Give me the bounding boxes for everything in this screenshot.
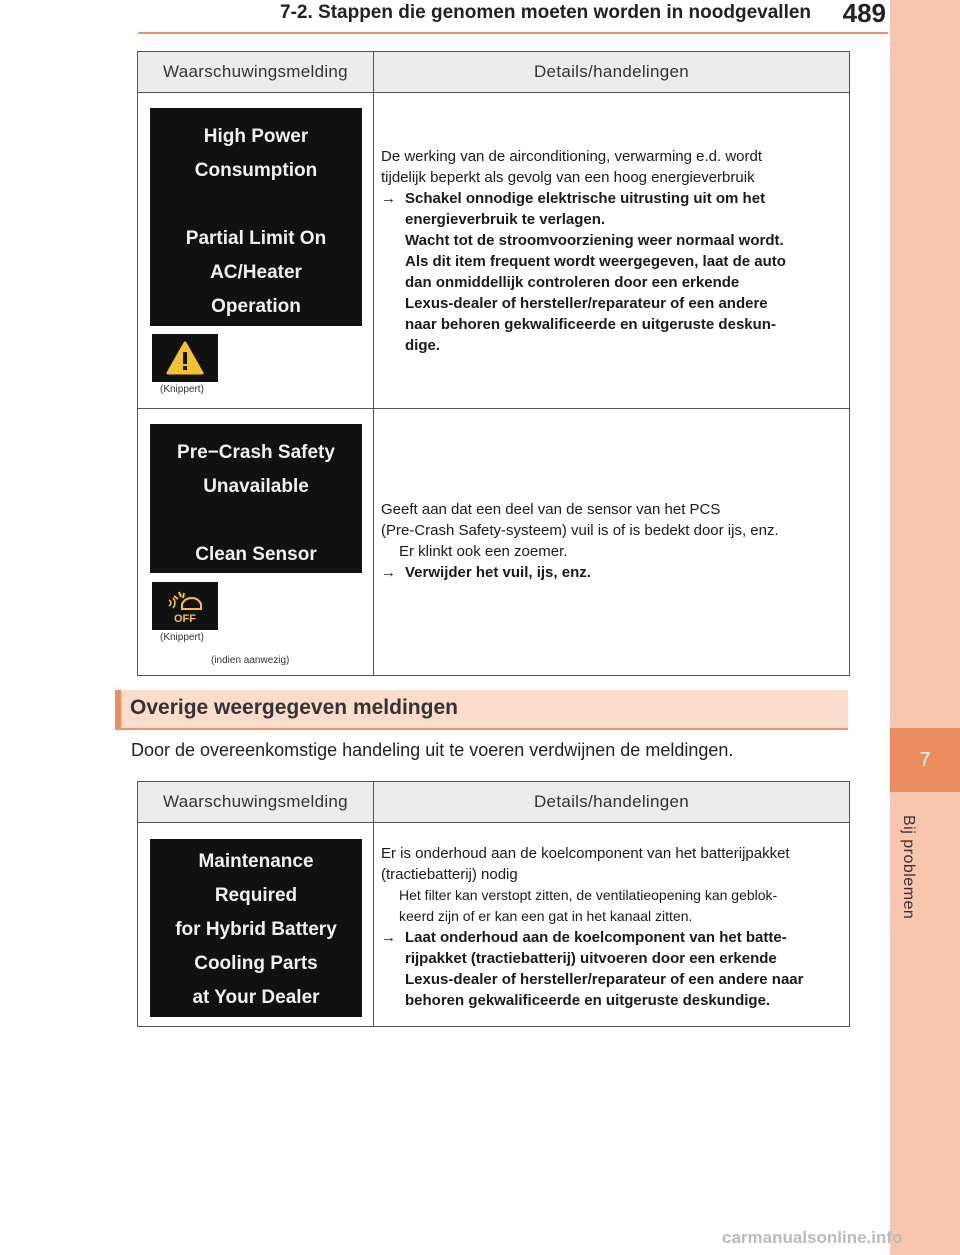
action-line: Wacht tot de stroomvoorziening weer normaal wordt. bbox=[405, 232, 784, 249]
message-image-cell bbox=[138, 409, 374, 676]
arrow-icon: → bbox=[381, 190, 396, 207]
action-line: dan onmiddellijk controleren door een erkende bbox=[405, 274, 740, 291]
detail-line: De werking van de airconditioning, verwarming e.d. wordt bbox=[381, 148, 763, 165]
screen-line: AC/Heater bbox=[210, 262, 302, 283]
action-line: energieverbruik te verlagen. bbox=[405, 211, 606, 228]
detail-line: keerd zijn of er kan een gat in het kanaal zitten. bbox=[399, 908, 693, 924]
pcs-off-label: OFF bbox=[174, 612, 196, 625]
detail-line: Het filter kan verstopt zitten, de ventilatieopening kan geblok- bbox=[399, 887, 778, 903]
screen-line bbox=[150, 504, 362, 538]
details-cell bbox=[374, 409, 850, 676]
action-line: → Laat onderhoud aan de koelcomponent van het batte- bbox=[381, 929, 787, 946]
action-line: Als dit item frequent wordt weergegeven, laat de auto bbox=[405, 253, 786, 270]
column-header-message: Waarschuwingsmelding bbox=[138, 782, 374, 823]
detail-line: Er is onderhoud aan de koelcomponent van het batterijpakket bbox=[381, 845, 790, 862]
details-cell bbox=[374, 823, 850, 1027]
warning-table-1 bbox=[137, 51, 850, 676]
action-line: → Schakel onnodige elektrische uitrusting uit om het bbox=[381, 190, 766, 207]
table-row bbox=[138, 823, 850, 1027]
action-line: Lexus-dealer of hersteller/reparateur of een andere bbox=[405, 295, 768, 312]
blink-note: (Knippert) bbox=[160, 384, 204, 395]
section-accent-bar bbox=[115, 690, 121, 728]
action-line: rijpakket (tractiebatterij) uitvoeren door een erkende bbox=[405, 950, 777, 967]
action-line: behoren gekwalificeerde en uitgeruste deskundige. bbox=[405, 992, 771, 1009]
screen-line: Maintenance bbox=[198, 851, 314, 872]
arrow-icon: → bbox=[381, 564, 396, 581]
action-line: dige. bbox=[405, 337, 441, 354]
display-screen bbox=[150, 424, 362, 573]
screen-line: for Hybrid Battery bbox=[175, 919, 337, 940]
availability-note: (indien aanwezig) bbox=[211, 655, 290, 666]
warning-table-2 bbox=[137, 781, 850, 1027]
screen-line: Unavailable bbox=[203, 476, 309, 497]
screen-line: Operation bbox=[211, 296, 301, 317]
details-cell bbox=[374, 93, 850, 409]
screen-line: High Power bbox=[203, 126, 309, 147]
header-title: 7-2. Stappen die genomen moeten worden in noodgevallen bbox=[280, 2, 812, 23]
page-number: 489 bbox=[842, 0, 886, 28]
screen-line: Clean Sensor bbox=[195, 544, 317, 565]
message-image-cell bbox=[138, 823, 374, 1027]
action-line: Lexus-dealer of hersteller/reparateur of een andere naar bbox=[405, 971, 804, 988]
chapter-side-tab bbox=[890, 0, 960, 1255]
detail-line: Geeft aan dat een deel van de sensor van het PCS bbox=[381, 501, 721, 518]
display-screen bbox=[150, 108, 362, 326]
detail-line: (Pre-Crash Safety-systeem) vuil is of is bedekt door ijs, enz. bbox=[381, 522, 779, 539]
detail-line: (tractiebatterij) nodig bbox=[381, 866, 518, 883]
action-line: naar behoren gekwalificeerde en uitgeruste deskun- bbox=[405, 316, 776, 333]
screen-line bbox=[150, 188, 362, 222]
column-header-message: Waarschuwingsmelding bbox=[138, 52, 374, 93]
chapter-label: Bij problemen bbox=[900, 815, 917, 920]
screen-line: Cooling Parts bbox=[194, 953, 318, 974]
section-heading bbox=[115, 690, 848, 730]
detail-line: tijdelijk beperkt als gevolg van een hoog energieverbruik bbox=[381, 169, 755, 186]
column-header-details: Details/handelingen bbox=[374, 52, 850, 93]
warning-triangle-icon bbox=[152, 334, 218, 382]
section-title: Overige weergegeven meldingen bbox=[130, 696, 458, 719]
pcs-off-icon bbox=[152, 582, 218, 630]
screen-line: Partial Limit On bbox=[185, 228, 327, 249]
watermark: carmanualsonline.info bbox=[722, 1228, 903, 1247]
header-rule bbox=[138, 32, 888, 34]
arrow-icon: → bbox=[381, 929, 396, 946]
table-row bbox=[138, 93, 850, 409]
table-row bbox=[138, 409, 850, 676]
screen-line: Consumption bbox=[194, 160, 318, 181]
action-line: → Verwijder het vuil, ijs, enz. bbox=[381, 564, 591, 581]
screen-line: Pre−Crash Safety bbox=[177, 442, 335, 463]
section-intro: Door de overeenkomstige handeling uit te voeren verdwijnen de meldingen. bbox=[131, 740, 734, 760]
screen-line: at Your Dealer bbox=[192, 987, 320, 1008]
chapter-number: 7 bbox=[890, 728, 960, 792]
message-image-cell bbox=[138, 93, 374, 409]
screen-line: Required bbox=[214, 885, 298, 906]
column-header-details: Details/handelingen bbox=[374, 782, 850, 823]
blink-note: (Knippert) bbox=[160, 632, 204, 643]
display-screen bbox=[150, 839, 362, 1017]
detail-line: Er klinkt ook een zoemer. bbox=[399, 543, 568, 560]
